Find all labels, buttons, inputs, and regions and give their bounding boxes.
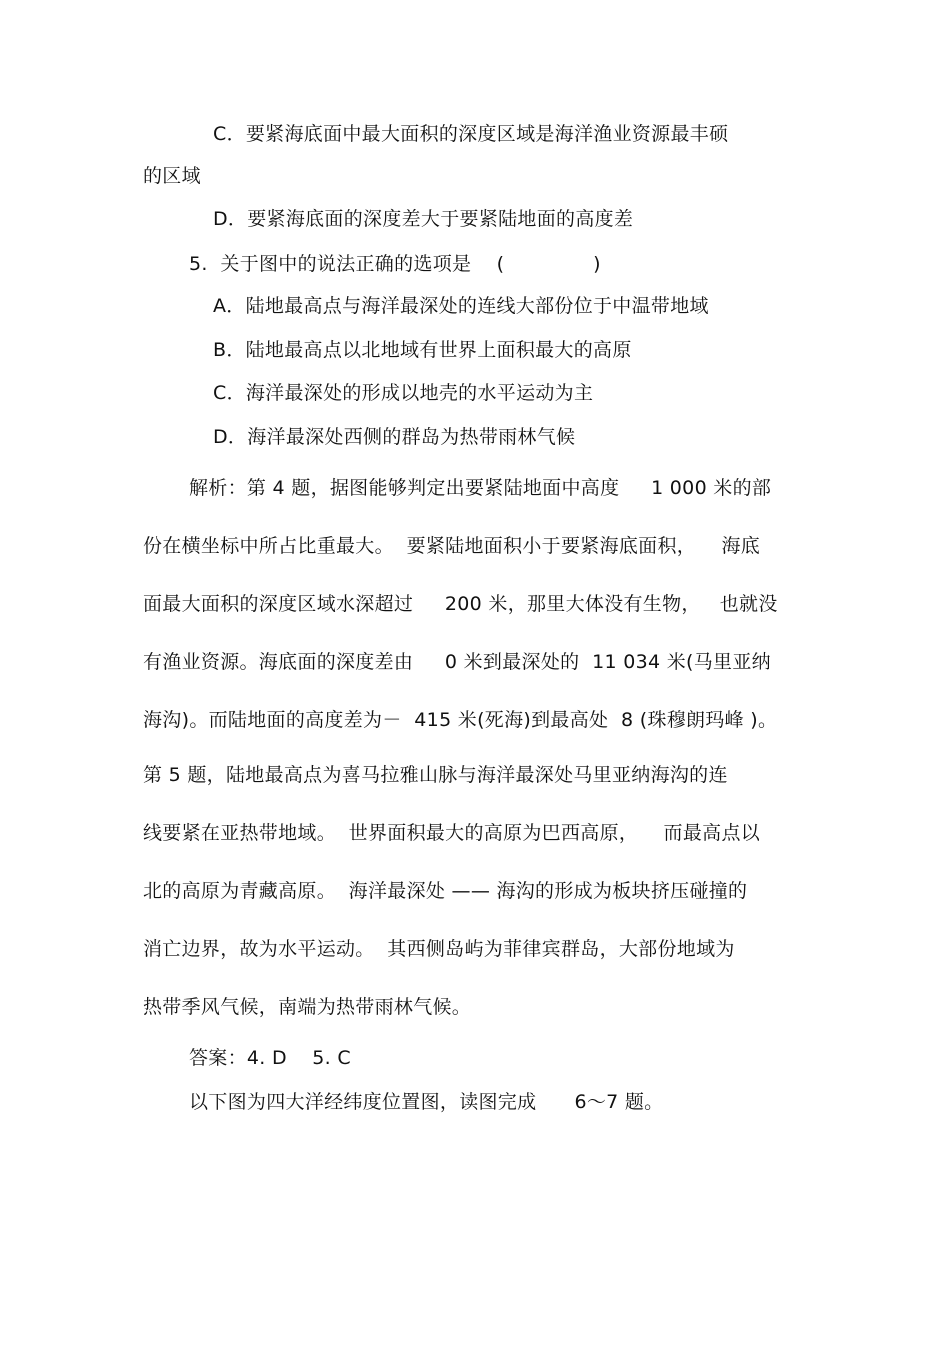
analysis-line-4: 有渔业资源。海底面的深度差由 0 米到最深处的 11 034 米(马里亚纳 — [143, 651, 771, 673]
analysis-line-8: 北的高原为青藏高原。 海洋最深处 —— 海沟的形成为板块挤压碰撞的 — [143, 880, 748, 902]
option-4c-line2: 的区域 — [143, 165, 201, 187]
analysis-line-3: 面最大面积的深度区域水深超过 200 米，那里大体没有生物， 也就没 — [143, 593, 778, 615]
analysis-line-9: 消亡边界，故为水平运动。 其西侧岛屿为菲律宾群岛，大部份地域为 — [143, 938, 735, 960]
answer-line: 答案：4. D 5. C — [189, 1047, 351, 1069]
option-5c: C．海洋最深处的形成以地壳的水平运动为主 — [213, 382, 594, 404]
analysis-line-2: 份在横坐标中所占比重最大。 要紧陆地面积小于要紧海底面积， 海底 — [143, 535, 761, 557]
analysis-line-6: 第 5 题，陆地最高点为喜马拉雅山脉与海洋最深处马里亚纳海沟的连 — [143, 764, 728, 786]
option-4d: D．要紧海底面的深度差大于要紧陆地面的高度差 — [213, 208, 634, 230]
option-5a: A．陆地最高点与海洋最深处的连线大部份位于中温带地域 — [213, 295, 709, 317]
analysis-line-10: 热带季风气候，南端为热带雨林气候。 — [143, 996, 472, 1018]
next-question-intro: 以下图为四大洋经纬度位置图，读图完成 6～7 题。 — [189, 1091, 664, 1113]
option-5d: D．海洋最深处西侧的群岛为热带雨林气候 — [213, 426, 576, 448]
option-5b: B．陆地最高点以北地域有世界上面积最大的高原 — [213, 339, 632, 361]
question-5: 5. 关于图中的说法正确的选项是 ( ) — [189, 253, 601, 275]
analysis-line-5: 海沟)。而陆地面的高度差为－ 415 米(死海)到最高处 8 (珠穆朗玛峰 )。 — [143, 709, 778, 731]
option-4c-line1: C．要紧海底面中最大面积的深度区域是海洋渔业资源最丰硕 — [213, 123, 729, 145]
analysis-line-7: 线要紧在亚热带地域。 世界面积最大的高原为巴西高原， 而最高点以 — [143, 822, 761, 844]
analysis-line-1: 解析：第 4 题，据图能够判定出要紧陆地面中高度 1 000 米的部 — [189, 477, 772, 499]
